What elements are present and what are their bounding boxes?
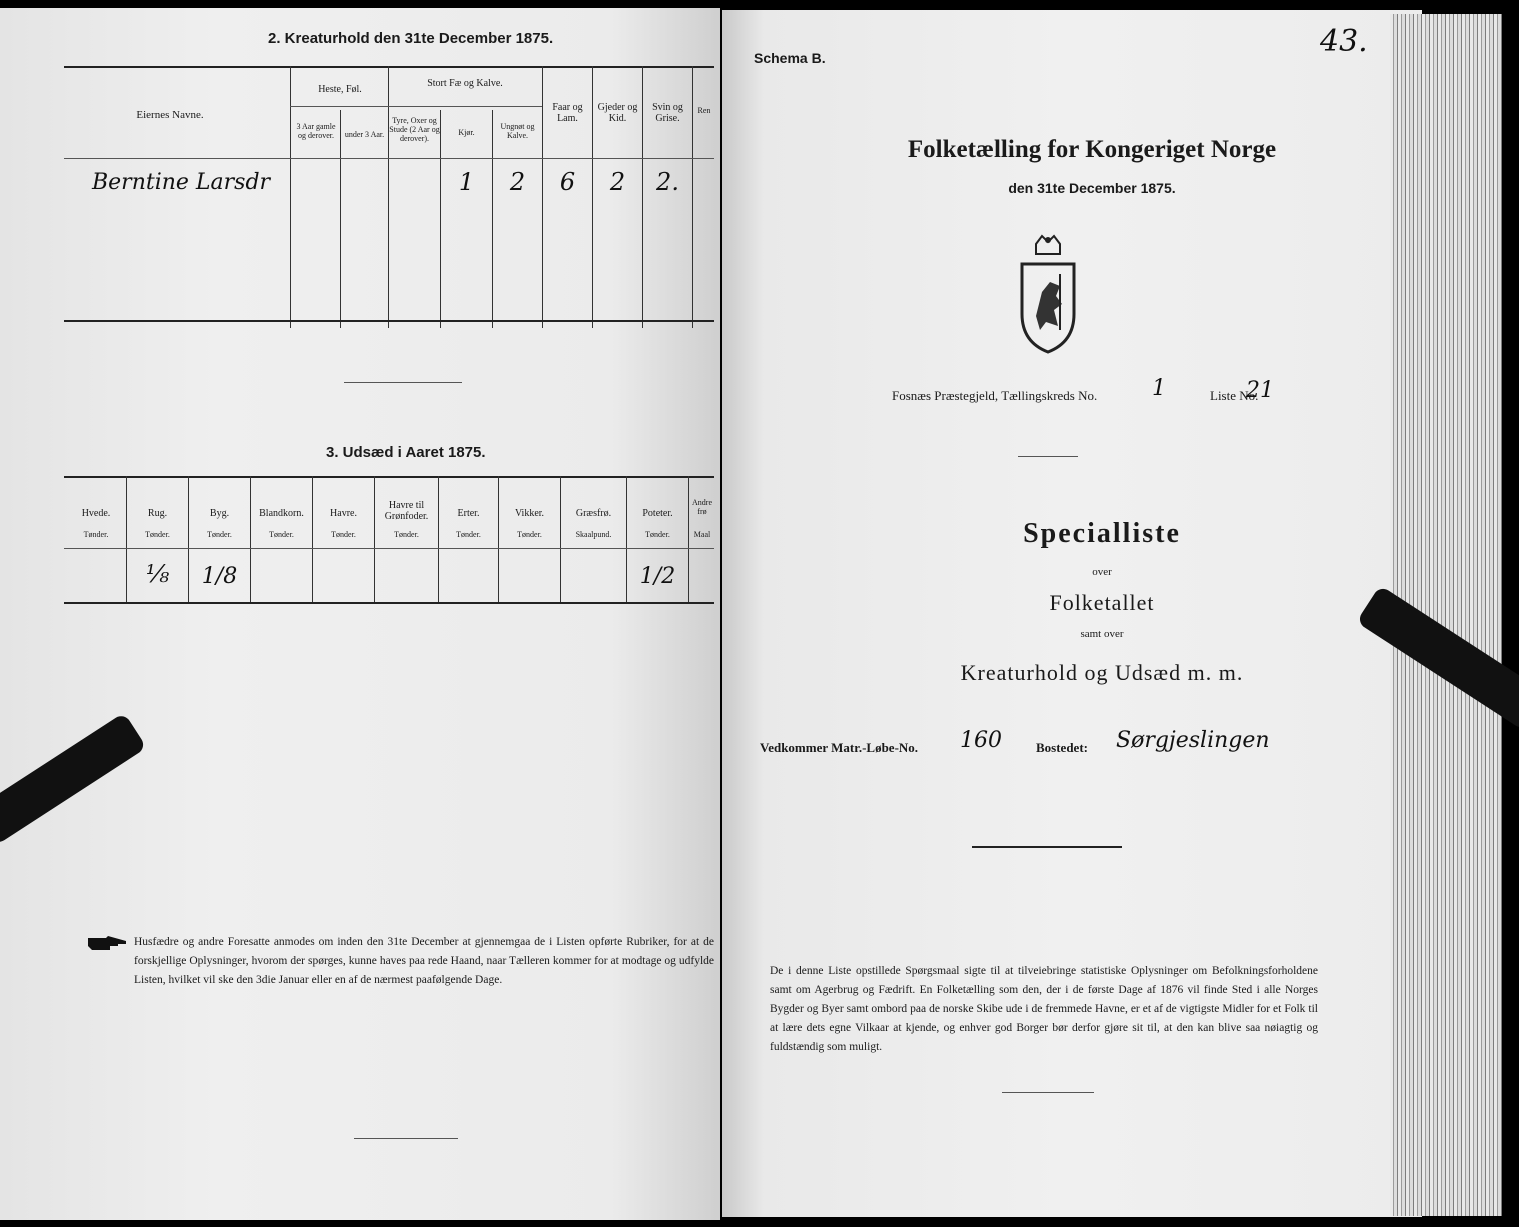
bosted-label: Bostedet: — [1036, 740, 1088, 755]
samt-over-label: samt over — [1080, 628, 1124, 640]
right-page — [722, 10, 1422, 1217]
separator — [354, 1138, 458, 1139]
col-header: Havre. — [330, 508, 357, 519]
matr-label: Vedkommer Matr.-Løbe-No. — [760, 740, 919, 755]
col-header: Svin og Grise. — [652, 102, 683, 124]
table2-top-rule — [64, 66, 714, 68]
decorative-rule — [972, 846, 1122, 848]
unit-label: Tønder. — [517, 530, 542, 539]
unit-label: Tønder. — [456, 530, 481, 539]
matr-no: 160 — [960, 728, 1002, 753]
cell-young-cattle: 2 — [509, 168, 526, 196]
separator — [1002, 1092, 1094, 1093]
info-paragraph: De i denne Liste opstillede Spørgsmaal sigte til at tilveiebringe statistiske Oplysninger om Befolkningsforholdene samt om Agerbrug og Fædrift. En Folketælling som den, der i de første Dage af 1876 vil finde Sted i alle Norges Bygder og Byer samt ombord paa de norske Skibe ude i de fremmede Havne, er et af de vigtigste Midler for et Folk til at lære dets egne Vilkaar at kjende, og enhver god Borger bør derfor gjøre sit til, at den kan blive saa nøiagtig og fuldstændig som muligt. — [770, 965, 1318, 1053]
col-header: Græsfrø. — [575, 508, 612, 519]
unit-label: Maal — [693, 530, 711, 539]
col-header: Ungnøt og Kalve. — [500, 122, 535, 140]
cell-potatoes: 1/2 — [639, 564, 676, 589]
col-divider — [692, 66, 693, 328]
col-divider — [312, 476, 313, 604]
schema-label: Schema B. — [754, 50, 826, 66]
col-header: 3 Aar gamle og derover. — [296, 122, 336, 140]
unit-label: Tønder. — [145, 530, 170, 539]
table2-bottom-rule — [64, 320, 714, 322]
col-divider — [492, 110, 493, 328]
district-no: 1 — [1152, 376, 1166, 401]
group-underline — [290, 106, 542, 107]
header-bottom-rule — [64, 548, 714, 549]
group-header-cattle: Stort Fæ og Kalve. — [427, 78, 503, 89]
page-number: 43. — [1320, 24, 1368, 59]
col-header: Faar og Lam. — [552, 102, 583, 124]
norway-coat-of-arms-icon — [1016, 234, 1080, 354]
unit-label: Tønder. — [207, 530, 232, 539]
col-header: Vikker. — [514, 508, 545, 519]
unit-label: Tønder. — [645, 530, 670, 539]
col-header: Ren — [697, 106, 711, 115]
owner-column-header: Eiernes Navne. — [136, 109, 204, 121]
kreaturhold-title: Kreaturhold og Udsæd m. m. — [960, 660, 1244, 685]
unit-label: Tønder. — [83, 530, 109, 539]
list-no: 21 — [1246, 378, 1274, 403]
col-divider — [438, 476, 439, 604]
col-header: Gjeder og Kid. — [597, 102, 638, 124]
cell-barley: 1/8 — [201, 564, 238, 589]
pointing-hand-icon — [86, 932, 128, 954]
group-header-horses: Heste, Føl. — [318, 84, 362, 95]
cell-sheep: 6 — [559, 168, 576, 196]
col-header: Havre til Grønfoder. — [384, 500, 429, 522]
specialliste-title: Specialliste — [1023, 518, 1181, 549]
col-header: under 3 Aar. — [344, 130, 385, 139]
parish-label: Fosnæs Præstegjeld, Tællingskreds No. — [892, 388, 1098, 403]
col-divider — [340, 110, 341, 328]
col-divider — [374, 476, 375, 604]
col-header: Blandkorn. — [259, 508, 304, 519]
cell-rye: ⅛ — [145, 560, 170, 588]
col-header: Kjør. — [458, 128, 475, 137]
col-header: Erter. — [457, 508, 480, 519]
unit-label: Tønder. — [331, 530, 356, 539]
col-divider — [560, 476, 561, 604]
cell-cows: 1 — [458, 168, 475, 196]
left-page — [0, 8, 720, 1220]
col-header: Hvede. — [81, 508, 111, 519]
unit-label: Tønder. — [394, 530, 419, 539]
separator — [1018, 456, 1078, 457]
separator — [344, 382, 462, 383]
col-divider — [250, 476, 251, 604]
unit-label: Skaalpund. — [575, 530, 612, 539]
col-header: Poteter. — [642, 508, 673, 519]
table3-top-rule — [64, 476, 714, 478]
cell-goats: 2 — [609, 168, 626, 196]
notice-text: Husfædre og andre Foresatte anmodes om inden den 31te December at gjennemgaa de i Listen opførte Rubriker, for at de forskjellige Oplysninger, hvorom der spørges, kunne haves paa rede Haand, naar Tælleren kommer for at modtage og udfylde Listen, hvilket vil ske den 3die Januar eller en af de nærmest paafølgende Dage. — [134, 936, 714, 986]
section3-title: 3. Udsæd i Aaret 1875. — [326, 444, 486, 461]
col-header: Byg. — [209, 508, 230, 519]
header-bottom-rule — [64, 158, 714, 159]
cell-pigs: 2. — [656, 168, 679, 196]
list-label: Liste No. — [1210, 388, 1259, 403]
col-divider — [688, 476, 689, 604]
unit-label: Tønder. — [269, 530, 294, 539]
folketallet-title: Folketallet — [1049, 590, 1155, 615]
census-date: den 31te December 1875. — [1008, 180, 1176, 196]
col-header: Tyre, Oxer og Stude (2 Aar og derover). — [389, 116, 440, 143]
section2-title: 2. Kreaturhold den 31te December 1875. — [268, 30, 554, 47]
over-label: over — [1092, 566, 1112, 578]
owner-name: Berntine Larsdr — [92, 170, 271, 195]
bosted-value: Sørgjeslingen — [1116, 728, 1270, 753]
col-header: Rug. — [147, 508, 168, 519]
col-header: Andre frø — [692, 498, 712, 516]
table3-bottom-rule — [64, 602, 714, 604]
col-divider — [498, 476, 499, 604]
main-title: Folketælling for Kongeriget Norge — [907, 136, 1277, 163]
col-divider — [440, 110, 441, 328]
